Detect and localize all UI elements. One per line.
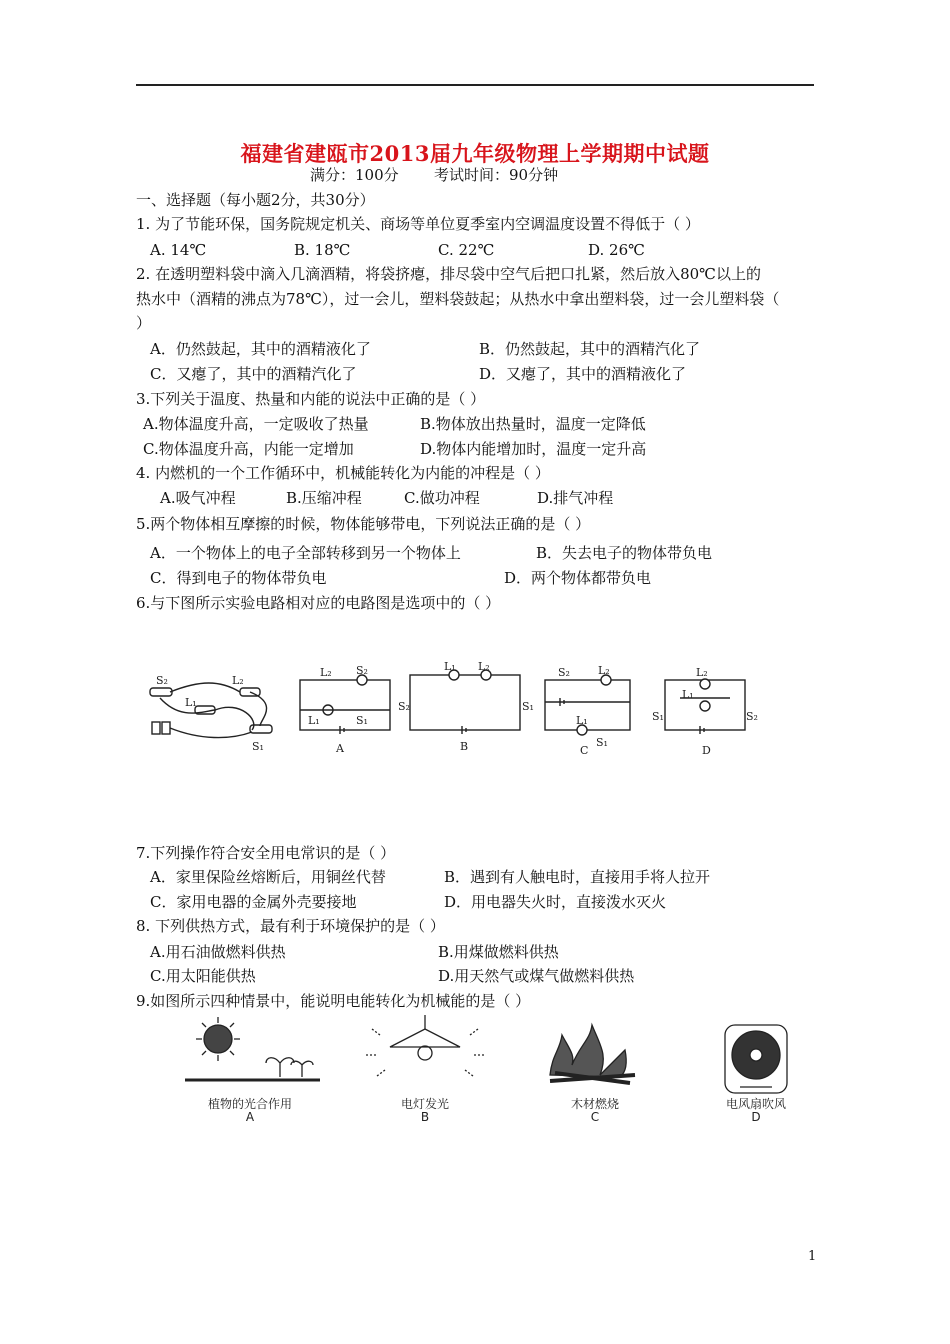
q9-letter-a: A [245, 1110, 255, 1124]
q1-option-a: A. 14℃ [150, 241, 207, 259]
q1-option-d: D. 26℃ [588, 241, 645, 259]
q9-caption-a: 植物的光合作用 [207, 1097, 293, 1111]
q3-option-a: A.物体温度升高，一定吸收了热量 [143, 415, 369, 433]
q6-stem: 6.与下图所示实验电路相对应的电路图是选项中的（ ） [136, 594, 501, 612]
q9-caption-d: 电风扇吹风 [725, 1097, 787, 1111]
q9-letter-c: C [590, 1110, 600, 1124]
label-l2-b: L₂ [478, 660, 490, 673]
q7-option-b: B．遇到有人触电时，直接用手将人拉开 [444, 868, 711, 886]
q8-stem: 8. 下列供热方式，最有利于环境保护的是（ ） [136, 917, 445, 935]
q2-line2: 热水中（酒精的沸点为78℃），过一会儿，塑料袋鼓起；从热水中拿出塑料袋，过一会儿塑料袋（ [136, 290, 780, 308]
page-number: 1 [808, 1249, 817, 1264]
label-s1-sketch: S₁ [252, 740, 264, 753]
letter-a: A [336, 742, 344, 755]
section-heading: 一、选择题（每小题2分，共30分） [136, 191, 375, 209]
q9-letter-d: D [751, 1110, 761, 1124]
q7-option-d: D．用电器失火时，直接泼水灭火 [444, 893, 667, 911]
q8-option-c: C.用太阳能供热 [150, 967, 256, 985]
q8-option-b: B.用煤做燃料供热 [438, 943, 559, 961]
q4-option-d: D.排气冲程 [537, 489, 614, 507]
label-l2-c: L₂ [598, 664, 610, 677]
q1-option-b: B. 18℃ [294, 241, 351, 259]
q2-line3: ） [136, 314, 152, 332]
label-l1-c: L₁ [576, 714, 588, 727]
q3-option-c: C.物体温度升高，内能一定增加 [143, 440, 354, 458]
q4-option-a: A.吸气冲程 [160, 489, 236, 507]
q4-stem: 4. 内燃机的一个工作循环中，机械能转化为内能的冲程是（ ） [136, 464, 550, 482]
q5-stem: 5.两个物体相互摩擦的时候，物体能够带电，下列说法正确的是（ ） [136, 515, 591, 533]
full-score: 满分：100分 [310, 166, 399, 184]
q9-stem: 9.如图所示四种情景中，能说明电能转化为机械能的是（ ） [136, 992, 531, 1010]
q6-circuit-figure [140, 660, 770, 765]
label-s1-b: S₁ [522, 700, 534, 713]
q9-caption-c: 木材燃烧 [570, 1097, 620, 1111]
q3-option-b: B.物体放出热量时，温度一定降低 [420, 415, 646, 433]
q2-option-c: C．又瘪了，其中的酒精汽化了 [150, 365, 357, 383]
label-s2-c: S₂ [558, 666, 570, 679]
label-l1-a: L₁ [308, 714, 320, 727]
letter-b: B [460, 740, 469, 753]
label-l2-sketch: L₂ [232, 674, 244, 687]
fire-icon [550, 1025, 635, 1083]
circuit-d [665, 679, 745, 734]
electric-fan-icon [725, 1025, 787, 1093]
q2-line1: 2. 在透明塑料袋中滴入几滴酒精，将袋挤瘪，排尽袋中空气后把口扎紧，然后放入80℃以上的 [136, 265, 761, 283]
label-s1-c: S₁ [596, 736, 608, 749]
label-s2-a: S₂ [356, 664, 368, 677]
q9-scenes-figure [180, 1015, 810, 1125]
q8-option-d: D.用天然气或煤气做燃料供热 [438, 967, 635, 985]
lamp-icon [366, 1015, 484, 1076]
q9-letter-b: B [420, 1110, 430, 1124]
label-l2-a: L₂ [320, 666, 332, 679]
label-l1-sketch: L₁ [185, 696, 197, 709]
q7-option-a: A．家里保险丝熔断后，用铜丝代替 [150, 868, 386, 886]
q7-stem: 7.下列操作符合安全用电常识的是（ ） [136, 844, 396, 862]
q2-option-d: D．又瘪了，其中的酒精液化了 [479, 365, 687, 383]
label-s2-d: S₂ [746, 710, 758, 723]
page-title: 福建省建瓯市2013届九年级物理上学期期中试题 [240, 141, 710, 166]
q2-option-a: A．仍然鼓起，其中的酒精液化了 [150, 340, 371, 358]
q5-option-b: B．失去电子的物体带负电 [536, 544, 713, 562]
label-s1-a: S₁ [356, 714, 368, 727]
q7-option-c: C．家用电器的金属外壳要接地 [150, 893, 357, 911]
label-s1-d: S₁ [652, 710, 664, 723]
q4-option-c: C.做功冲程 [404, 489, 480, 507]
letter-c: C [580, 744, 589, 757]
q1-option-c: C. 22℃ [438, 241, 495, 259]
label-l2-d: L₂ [696, 666, 708, 679]
label-s2-b: S₂ [398, 700, 410, 713]
letter-d: D [702, 744, 711, 757]
q5-option-d: D．两个物体都带负电 [504, 569, 652, 587]
label-l1-b: L₁ [444, 660, 456, 673]
q9-caption-b: 电灯发光 [400, 1097, 450, 1111]
exam-time: 考试时间：90分钟 [434, 166, 559, 184]
label-l1-d: L₁ [682, 688, 694, 701]
q3-stem: 3.下列关于温度、热量和内能的说法中正确的是（ ） [136, 390, 486, 408]
circuit-b [410, 670, 520, 734]
q4-option-b: B.压缩冲程 [286, 489, 362, 507]
q8-option-a: A.用石油做燃料供热 [150, 943, 286, 961]
q3-option-d: D.物体内能增加时，温度一定升高 [420, 440, 647, 458]
sun-plant-icon [185, 1017, 320, 1080]
q5-option-c: C．得到电子的物体带负电 [150, 569, 327, 587]
q1-stem: 1. 为了节能环保，国务院规定机关、商场等单位夏季室内空调温度设置不得低于（ ） [136, 215, 700, 233]
real-circuit-sketch [150, 683, 272, 738]
header-rule [136, 84, 814, 86]
q2-option-b: B．仍然鼓起，其中的酒精汽化了 [479, 340, 701, 358]
q5-option-a: A．一个物体上的电子全部转移到另一个物体上 [150, 544, 461, 562]
label-s2-sketch: S₂ [156, 674, 168, 687]
